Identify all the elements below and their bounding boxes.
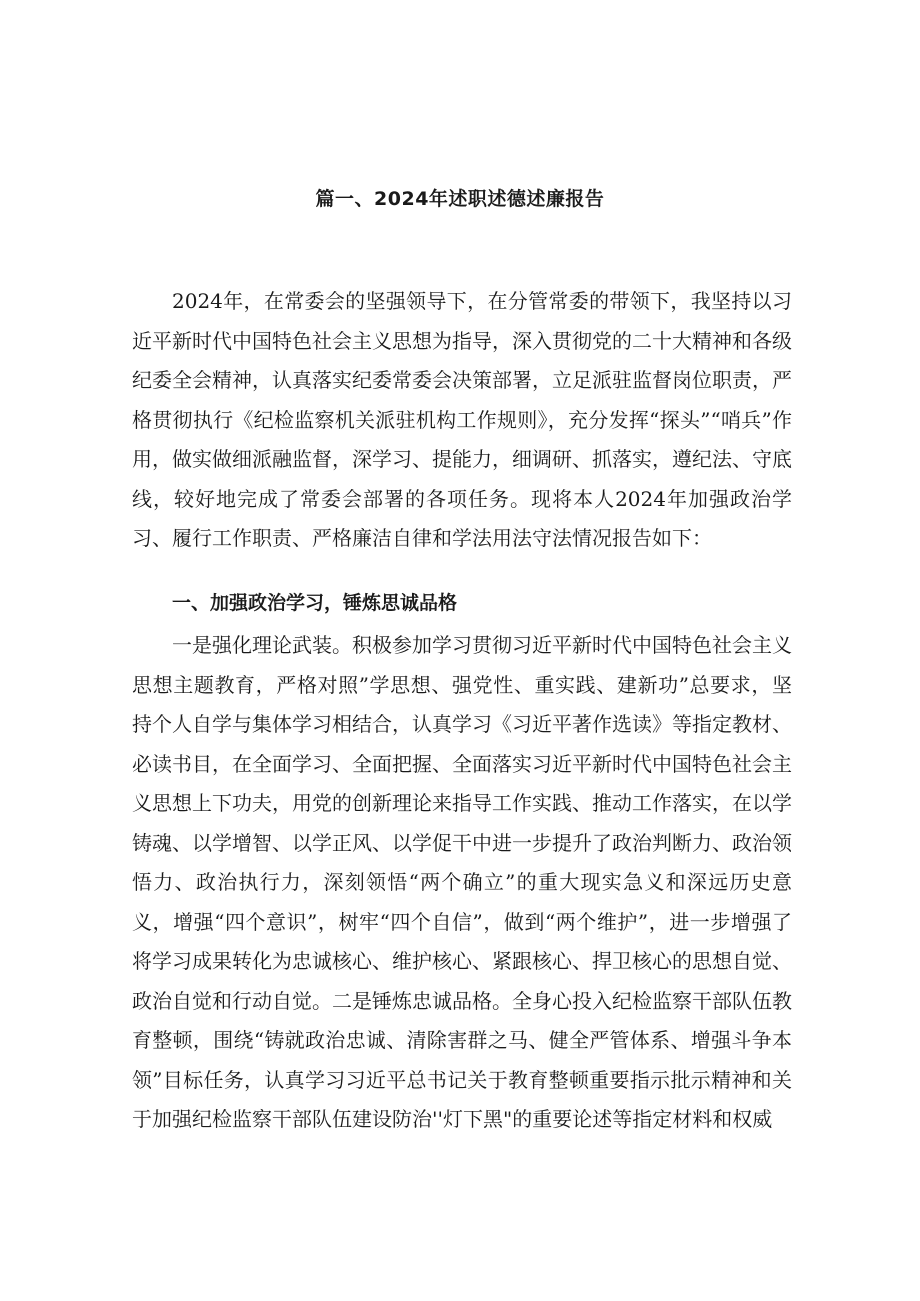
section-heading: 一、加强政治学习，锤炼思诚品格 bbox=[172, 592, 458, 614]
document-title: 篇一、2024年述职述德述廉报告 bbox=[315, 188, 605, 210]
body-paragraph: 一是强化理论武装。积极参加学习贯彻习近平新时代中国特色社会主义思想主题教育，严格对照”学思想、强党性、重实践、建新功”总要求，坚持个人自学与集体学习相结合，认真学习《习近平著作选读》等指定教材、必读书目，在全面学习、全面把握、全面落实习近平新时代中国特色社会主义思想上下功夫，用党的创新理论来指导工作实践、推动工作落实，在以学铸魂、以学增智、以学正风、以学促干中进一步提升了政治判断力、政治领悟力、政治执行力，深刻领悟“两个确立”的重大现实急义和深远历史意义，增强“四个意识”，树牢“四个自信”，做到“两个维护”，进一步增强了将学习成果转化为忠诚核心、维护核心、紧跟核心、捍卫核心的思想自觉、政治自觉和行动自觉。二是锤炼忠诚品格。全身心投入纪检监察干部队伍教育整顿，围绕“铸就政治忠诚、清除害群之马、健全严管体系、增强斗争本领”目标任务，认真学习习近平总书记关于教育整顿重要指示批示精神和关于加强纪检监察干部队伍建设防治''灯下黑"的重要论述等指定材料和权威 bbox=[132, 633, 792, 1131]
body-paragraph: 2024年，在常委会的坚强领导下，在分管常委的带领下，我坚持以习近平新时代中国特色社会主义思想为指导，深入贯彻党的二十大精神和各级纪委全会精神，认真落实纪委常委会决策部署，立足派驻监督岗位职责，严格贯彻执行《纪检监察机关派驻机构工作规则》，充分发挥“探头”“哨兵”作用，做实做细派融监督，深学习、提能力，细调研、抓落实，遵纪法、守底线，较好地完成了常委会部署的各项任务。现将本人2024年加强政治学习、履行工作职责、严格廉洁自律和学法用法守法情况报告如下： bbox=[132, 289, 792, 550]
